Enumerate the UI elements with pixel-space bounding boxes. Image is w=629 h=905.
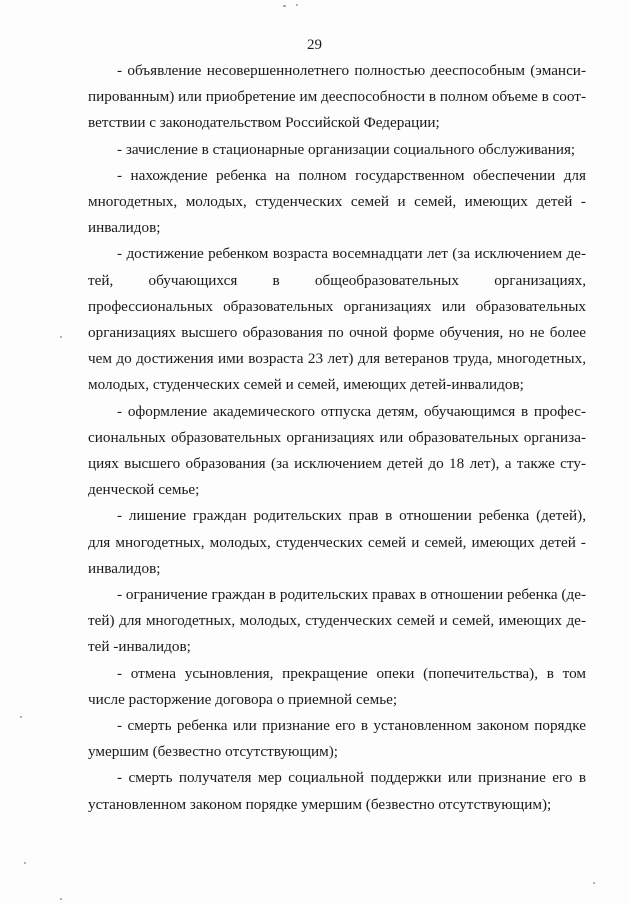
list-item: - смерть ребенка или признание его в установленном законом порядке умершим (безвестно отсутствующим); (88, 717, 586, 761)
page-number: 29 (307, 37, 322, 53)
list-item: - отмена усыновления, прекращение опеки (попечительства), в том числе расторжение договора о приемной семье; (88, 664, 586, 708)
scan-speck (20, 716, 22, 718)
list-item: - лишение граждан родительских прав в отношении ребенка (детей), для многодетных, молодых, студенческих семей и семей, имеющих детей - инвалидов; (88, 507, 586, 577)
list-item: - объявление несовершеннолетнего полностью дееспособным (эмансипированным) или приобретение им дееспособности в полном объеме в соответствии с законодательством Российской Федерации; (88, 62, 586, 132)
list-item: - достижение ребенком возраста восемнадцати лет (за исключением детей, обучающихся в общеобразовательных организациях, профессиональных образовательных организациях или образовательных организациях высшего образования по очной форме обучения, но не более чем до достижения ими возраста 23 лет) для ветеранов труда, многодетных, молодых, студенческих семей и семей, имеющих детей-инвалидов; (88, 245, 586, 394)
scan-speck (283, 5, 286, 7)
list-item: - оформление академического отпуска детям, обучающимся в профессиональных образовательных организациях или образовательных организациях высшего образования (за исключением детей до 18 лет), а также студенческой семье; (88, 402, 586, 499)
scan-speck (24, 862, 26, 864)
scan-speck (296, 4, 298, 6)
scan-speck (60, 336, 62, 338)
list-item: - ограничение граждан в родительских правах в отношении ребенка (детей) для многодетных, молодых, студенческих семей и семей, имеющих детей -инвалидов; (88, 586, 586, 656)
scan-speck (593, 882, 595, 884)
list-item: - нахождение ребенка на полном государственном обеспечении для многодетных, молодых, студенческих семей и семей, имеющих детей - инвалидов; (88, 166, 586, 237)
scan-speck (60, 898, 62, 900)
list-item: - смерть получателя мер социальной поддержки или признание его в установленном законом порядке умершим (безвестно отсутствующим); (88, 769, 586, 813)
body-text (88, 58, 586, 818)
list-item: - зачисление в стационарные организации социального обслуживания; (117, 140, 576, 158)
